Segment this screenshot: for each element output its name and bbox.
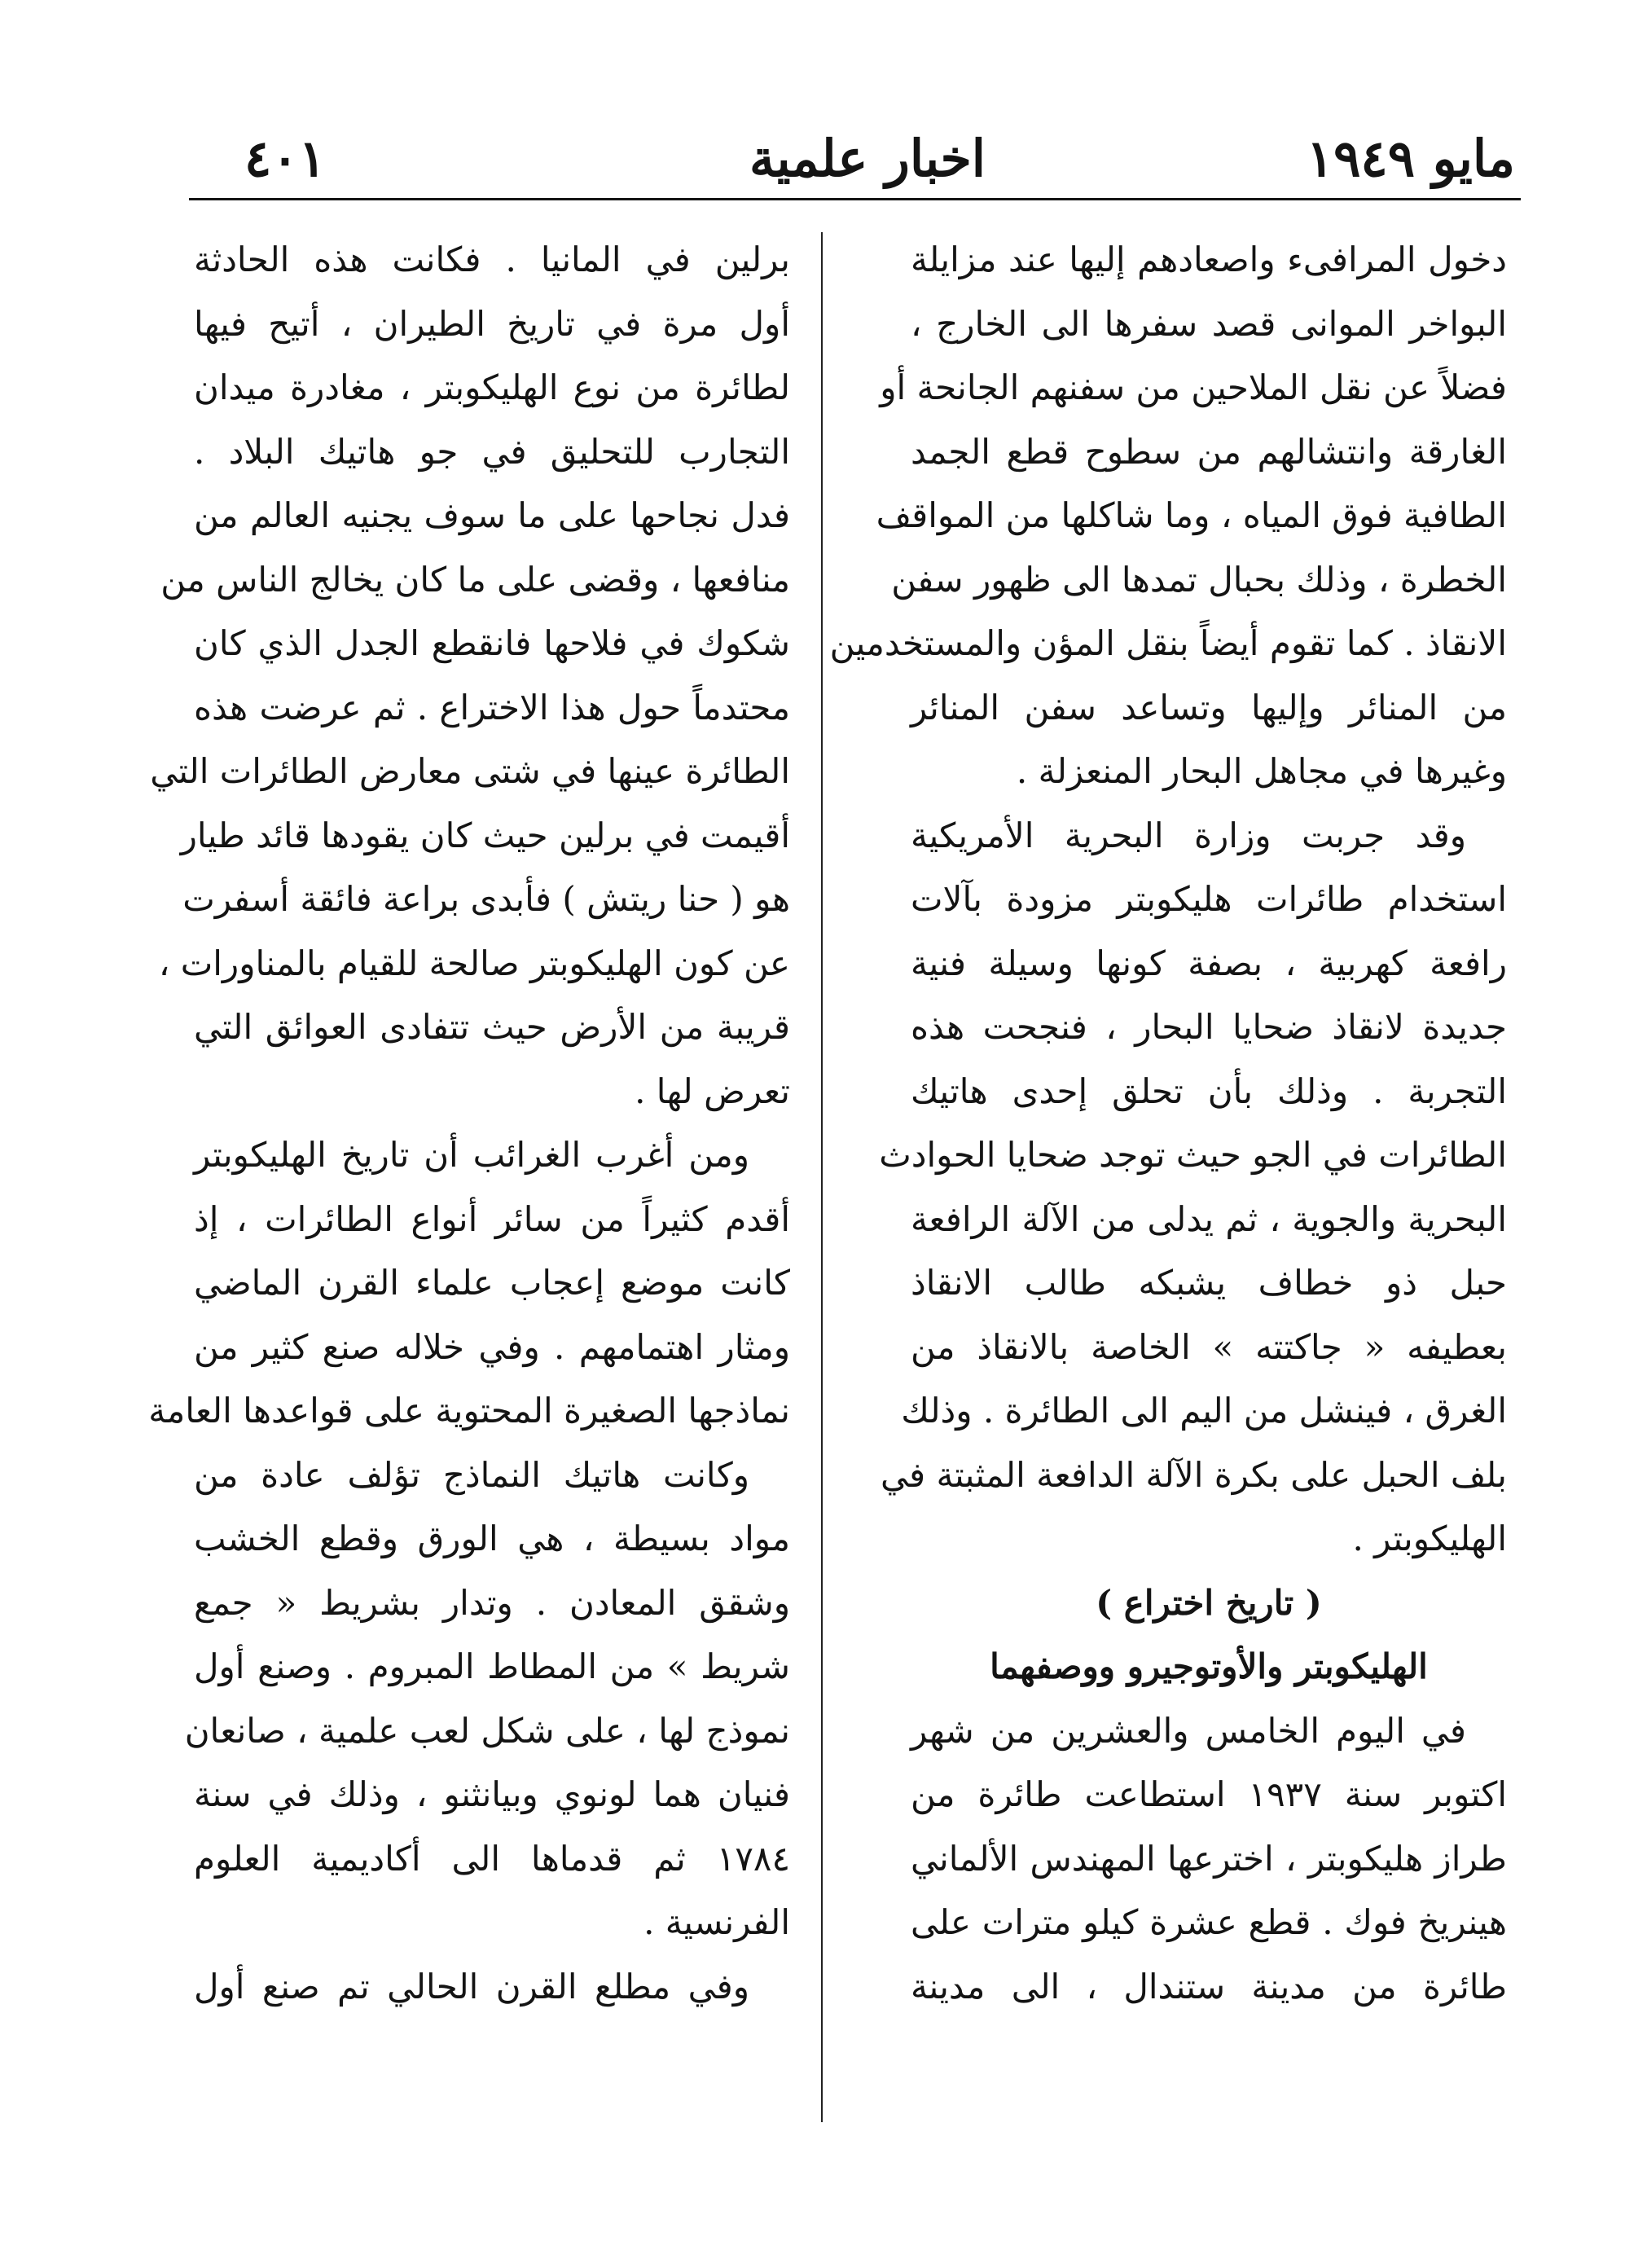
text-line: الطافية فوق المياه ، وما شاكلها من المواقف: [876, 495, 1507, 535]
text-line: الانقاذ . كما تقوم أيضاً بنقل المؤن والمستخدمين: [829, 623, 1507, 663]
text-line: أقدم كثيراً من سائر أنواع الطائرات ، إذ: [194, 1198, 790, 1239]
text-line: حبل ذو خطاف يشبكه طالب الانقاذ: [911, 1263, 1507, 1303]
column-divider: [821, 232, 823, 2122]
text-line: الطائرات في الجو حيث توجد ضحايا الحوادث: [879, 1135, 1507, 1175]
section-heading: الهليكوبتر والأوتوجيرو ووصفهما: [990, 1646, 1428, 1686]
text-line: الهليكوبتر .: [1352, 1519, 1507, 1558]
text-line: شريط » من المطاط المبروم . وصنع أول: [194, 1646, 790, 1686]
text-line: وغيرها في مجاهل البحار المنعزلة .: [1016, 751, 1507, 791]
text-line: في اليوم الخامس والعشرين من شهر: [911, 1710, 1466, 1751]
text-line: البحرية والجوية ، ثم يدلى من الآلة الرافعة: [911, 1198, 1507, 1239]
text-line: الفرنسية .: [643, 1902, 790, 1942]
text-line: كانت موضع إعجاب علماء القرن الماضي: [194, 1263, 790, 1303]
text-line: الغرق ، فينشل من اليم الى الطائرة . وذلك: [901, 1391, 1507, 1431]
text-line: محتدماً حول هذا الاختراع . ثم عرضت هذه: [194, 687, 790, 727]
text-line: البواخر الموانى قصد سفرها الى الخارج ،: [911, 303, 1507, 344]
text-line: اكتوبر سنة ١٩٣٧ استطاعت طائرة من: [911, 1774, 1507, 1814]
text-line: استخدام طائرات هليكوبتر مزودة بآلات: [911, 879, 1507, 919]
text-line: مواد بسيطة ، هي الورق وقطع الخشب: [194, 1519, 790, 1558]
text-line: وقد جربت وزارة البحرية الأمريكية: [911, 815, 1466, 855]
text-line: ومثار اهتمامهم . وفي خلاله صنع كثير من: [194, 1326, 790, 1367]
text-line: عن كون الهليكوبتر صالحة للقيام بالمناورات ،: [158, 943, 790, 983]
text-line: منافعها ، وقضى على ما كان يخالج الناس من: [160, 559, 790, 600]
text-line: لطائرة من نوع الهليكوبتر ، مغادرة ميدان: [194, 367, 790, 407]
right-text-column: [829, 228, 1507, 2126]
text-line: أقيمت في برلين حيث كان يقودها قائد طيار: [180, 815, 790, 855]
header-rule: [189, 198, 1521, 200]
text-line: من المنائر وإليها وتساعد سفن المنائر: [911, 687, 1507, 727]
text-line: التجارب للتحليق في جو هاتيك البلاد .: [194, 431, 790, 472]
text-line: ١٧٨٤ ثم قدماها الى أكاديمية العلوم: [194, 1838, 790, 1879]
text-line: الخطرة ، وذلك بحبال تمدها الى ظهور سفن: [891, 559, 1507, 600]
text-line: الغارقة وانتشالهم من سطوح قطع الجمد: [911, 431, 1507, 472]
text-line: هو ( حنا ريتش ) فأبدى براعة فائقة أسفرت: [182, 879, 790, 919]
text-line: تعرض لها .: [635, 1070, 790, 1111]
text-line: فضلاً عن نقل الملاحين من سفنهم الجانحة أو: [880, 367, 1507, 407]
text-line: بعطيفه « جاكتته » الخاصة بالانقاذ من: [911, 1326, 1507, 1367]
text-line: الطائرة عينها في شتى معارض الطائرات التي: [150, 751, 790, 791]
text-line: فدل نجاحها على ما سوف يجنيه العالم من: [194, 495, 790, 535]
text-line: فنيان هما لونوي وبيانثنو ، وذلك في سنة: [194, 1774, 790, 1814]
text-line: وكانت هاتيك النماذج تؤلف عادة من: [194, 1454, 749, 1495]
section-heading: ( تاريخ اختراع ): [1096, 1582, 1322, 1623]
running-header: [220, 122, 1515, 196]
text-line: وشقق المعادن . وتدار بشريط « جمع: [194, 1582, 790, 1623]
text-line: نماذجها الصغيرة المحتوية على قواعدها العامة: [148, 1391, 790, 1431]
text-line: شكوك في فلاحها فانقطع الجدل الذي كان: [194, 623, 790, 663]
text-line: رافعة كهربية ، بصفة كونها وسيلة فنية: [911, 943, 1507, 983]
text-line: طراز هليكوبتر ، اخترعها المهندس الألماني: [911, 1838, 1507, 1879]
text-line: التجربة . وذلك بأن تحلق إحدى هاتيك: [911, 1070, 1507, 1111]
text-line: أول مرة في تاريخ الطيران ، أتيح فيها: [194, 303, 790, 344]
text-line: نموذج لها ، على شكل لعب علمية ، صانعان: [184, 1710, 790, 1751]
text-line: جديدة لانقاذ ضحايا البحار ، فنجحت هذه: [911, 1007, 1507, 1047]
text-line: وفي مطلع القرن الحالي تم صنع أول: [194, 1966, 749, 2006]
text-line: هينريخ فوك . قطع عشرة كيلو مترات على: [911, 1902, 1507, 1942]
text-line: طائرة من مدينة ستندال ، الى مدينة: [911, 1966, 1507, 2006]
section-title: اخبار علمية: [749, 129, 986, 188]
left-text-column: [148, 228, 790, 2126]
text-line: قريبة من الأرض حيث تتفادى العوائق التي: [194, 1007, 790, 1047]
text-line: برلين في المانيا . فكانت هذه الحادثة: [194, 240, 790, 279]
text-line: دخول المرافىء واصعادهم إليها عند مزايلة: [911, 240, 1507, 279]
issue-date: مايو ١٩٤٩: [1306, 129, 1515, 188]
text-line: ومن أغرب الغرائب أن تاريخ الهليكوبتر: [194, 1135, 749, 1175]
text-line: بلف الحبل على بكرة الآلة الدافعة المثبتة في: [881, 1454, 1507, 1495]
page-number: ٤٠١: [244, 129, 326, 188]
